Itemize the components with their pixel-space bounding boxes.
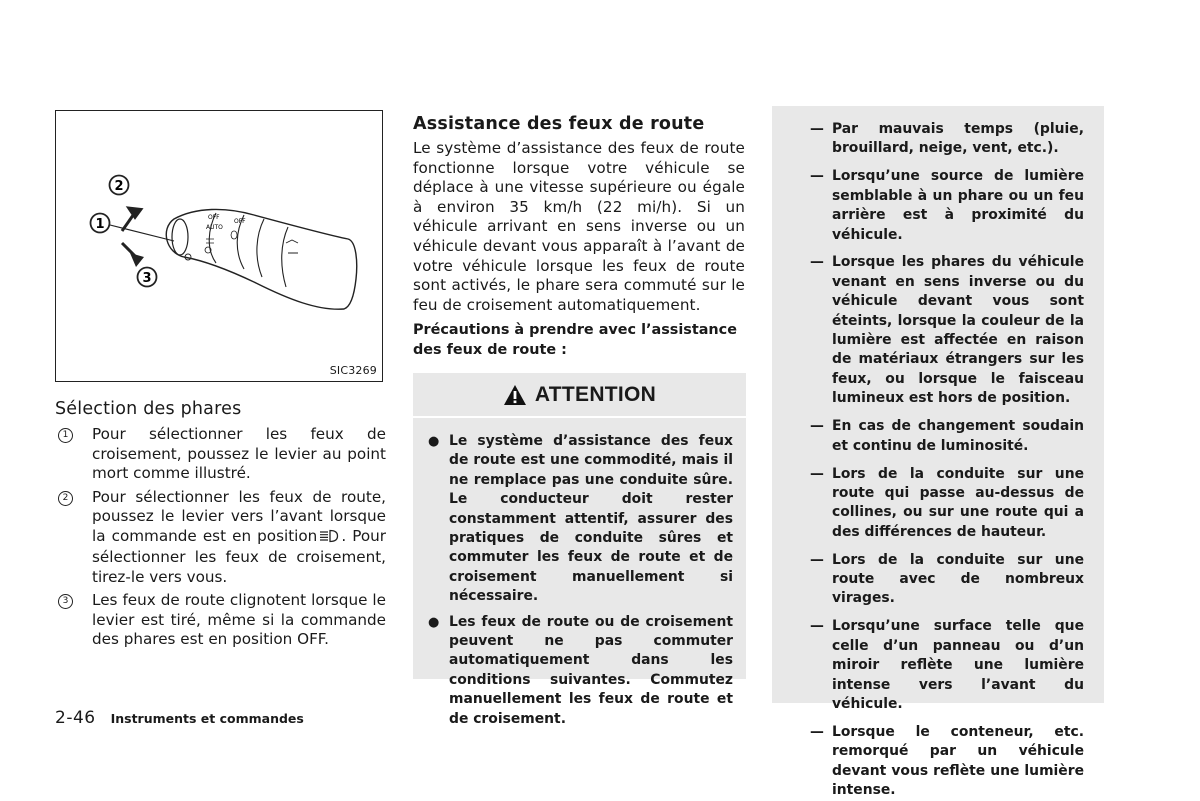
dash: — — [810, 465, 824, 482]
condition-text: Par mauvais temps (pluie, brouillard, neige, vent, etc.). — [832, 121, 1084, 157]
step-text-part: . Pour sélectionner les feux de croisement, tirez-le vers vous. — [92, 526, 386, 586]
attention-text: Les feux de route ou de croisement peuvent ne pas commuter automatiquement dans les conditions suivantes. Commutez manuellement les feux de route et de croisement. — [449, 613, 733, 727]
attention-label: ATTENTION — [534, 382, 657, 406]
section-title: Sélection des phares — [55, 399, 242, 419]
attention-text: Le système d’assistance des feux de route est une commodité, mais il ne remplace pas une conduite sûre. Le conducteur doit rester constamment attentif, assurer des pratiques de conduite sûres et commuter les feux de route et de croisement manuellement si nécessaire. — [449, 433, 733, 605]
stalk-label: OFF — [234, 218, 246, 225]
condition-item — [810, 167, 1084, 245]
attention-header — [413, 373, 746, 418]
warning-triangle-icon — [503, 384, 527, 406]
headlight-lever-illustration — [56, 111, 382, 381]
stalk-label: AUTO — [206, 224, 223, 231]
condition-text: Lors de la conduite sur une route avec de nombreux virages. — [832, 551, 1084, 607]
section-title: Assistance des feux de route — [413, 114, 705, 134]
attention-item — [428, 613, 733, 729]
condition-text: Lorsque le conteneur, etc. remorqué par un véhicule devant vous reflète une lumière intense. — [832, 723, 1084, 799]
callout-1 — [91, 214, 110, 233]
dash: — — [810, 254, 824, 271]
step-text — [92, 488, 386, 588]
callout-2 — [110, 176, 129, 195]
attention-item — [428, 432, 733, 607]
attention-box — [413, 373, 746, 727]
condition-item — [810, 617, 1084, 714]
bullet: ● — [428, 614, 440, 630]
step-number: 2 — [58, 491, 73, 506]
step-item — [55, 591, 387, 650]
dash: — — [810, 121, 824, 137]
conditions-list — [772, 106, 1104, 801]
pull-arrow — [130, 253, 144, 267]
middle-column — [413, 114, 745, 360]
attention-list — [413, 418, 746, 729]
stalk-label: OFF — [208, 214, 220, 221]
dash: — — [810, 723, 824, 740]
step-item — [55, 425, 387, 484]
dash: — — [810, 168, 824, 185]
condition-text: En cas de changement soudain et continu de luminosité. — [832, 418, 1084, 454]
condition-item — [810, 120, 1084, 159]
bullet: ● — [428, 434, 440, 449]
figure-code: SIC3269 — [329, 364, 377, 377]
page-footer — [55, 708, 304, 728]
dash: — — [810, 551, 824, 568]
condition-item — [810, 723, 1084, 801]
condition-item — [810, 417, 1084, 456]
condition-item — [810, 551, 1084, 609]
condition-text: Lorsqu’une source de lumière semblable à un phare ou un feu arrière est à proximité du véhicule. — [832, 168, 1084, 243]
right-column — [772, 106, 1104, 799]
condition-item — [810, 253, 1084, 408]
left-column — [55, 399, 387, 654]
step-text: Les feux de route clignotent lorsque le levier est tiré, même si la commande des phares est en position OFF. — [92, 591, 386, 648]
condition-item — [810, 465, 1084, 543]
high-beam-icon — [319, 529, 339, 549]
step-number: 3 — [58, 594, 73, 609]
page-number: 2-46 — [55, 708, 96, 728]
callout-3 — [138, 268, 157, 287]
step-number: 1 — [58, 428, 73, 443]
step-item — [55, 488, 387, 588]
chapter-title: Instruments et commandes — [110, 711, 304, 726]
condition-text: Lorsque les phares du véhicule venant en sens inverse ou du véhicule devant vous sont éteints, lorsque la couleur de la lumière est affectée en raison de matériaux étrangers sur les feux, ou lorsque le faisceau lumineux est hors de position. — [832, 254, 1084, 407]
body-paragraph: Le système d’assistance des feux de route fonctionne lorsque votre véhicule se déplace à une vitesse supérieure ou égale à environ 35 km/h (22 mi/h). Si un véhicule arrivant en sens inverse ou un véhicule devant vous apparaît à l’avant de votre véhicule lorsque les feux de route sont activés, le phare sera commuté sur le feu de croisement automatiquement. — [413, 139, 745, 314]
svg-text:2: 2 — [114, 179, 124, 194]
step-text: Pour sélectionner les feux de croisement, poussez le levier au point mort comme illustré. — [92, 425, 386, 482]
svg-text:1: 1 — [95, 217, 105, 232]
push-arrow — [126, 201, 147, 222]
step-text-part: Pour sélectionner les feux de route, poussez le levier vers l’avant lorsque la commande est en position — [92, 487, 386, 545]
precautions-heading: Précautions à prendre avec l’assistance des feux de route : — [413, 322, 737, 358]
svg-text:3: 3 — [142, 271, 152, 286]
dash: — — [810, 618, 824, 635]
dash: — — [810, 418, 824, 435]
headlight-lever-figure — [55, 110, 383, 382]
condition-text: Lors de la conduite sur une route qui passe au-dessus de collines, ou sur une route qui a des différences de hauteur. — [832, 465, 1084, 540]
condition-text: Lorsqu’une surface telle que celle d’un panneau ou d’un miroir reflète une lumière intense vers l’avant du véhicule. — [832, 618, 1084, 712]
